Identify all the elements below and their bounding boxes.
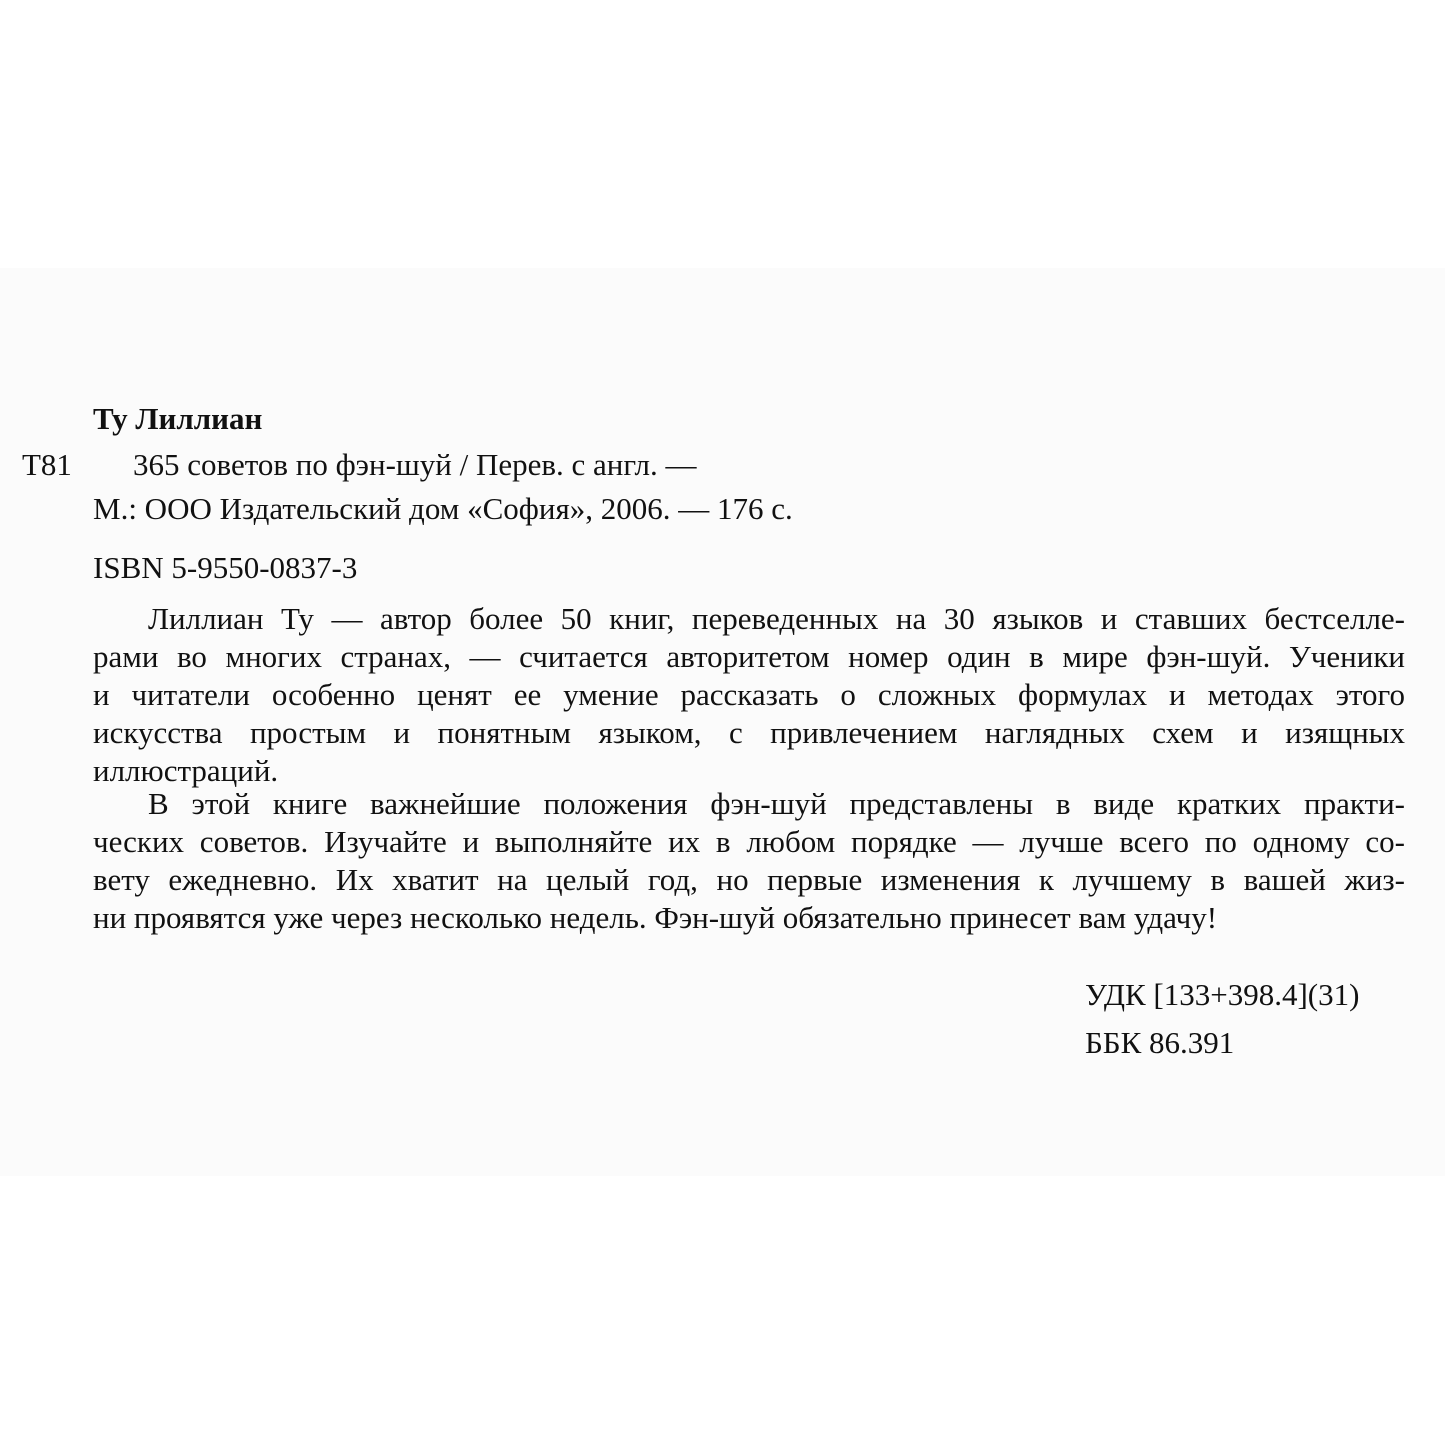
bbk-code: ББК 86.391 (1085, 1025, 1235, 1060)
catalog-code: Т81 (22, 447, 72, 482)
publisher-line: М.: ООО Издательский дом «София», 2006. — 176 с. (93, 491, 793, 526)
annotation-line: вету ежедневно. Их хватит на целый год, но первые изменения к лучшему в вашей жиз- (93, 862, 1405, 897)
book-title-line: 365 советов по фэн-шуй / Перев. с англ. — (133, 447, 697, 482)
annotation-line: ни проявятся уже через несколько недель. Фэн-шуй обязательно принесет вам удачу! (93, 900, 1218, 935)
udk-code: УДК [133+398.4](31) (1085, 977, 1360, 1012)
annotation-line: искусства простым и понятным языком, с привлечением наглядных схем и изящных (93, 715, 1405, 750)
annotation-line: Лиллиан Ту — автор более 50 книг, переведенных на 30 языков и ставших бестселле- (148, 601, 1405, 636)
annotation-paragraph-1 (93, 600, 1405, 790)
annotation-line: и читатели особенно ценят ее умение рассказать о сложных формулах и методах этого (93, 677, 1405, 712)
author-name: Ту Лиллиан (93, 401, 263, 436)
annotation-line: иллюстраций. (93, 753, 279, 788)
annotation-paragraph-2 (93, 785, 1405, 937)
isbn: ISBN 5-9550-0837-3 (93, 550, 358, 585)
annotation-line: рами во многих странах, — считается авторитетом номер один в мире фэн-шуй. Ученики (93, 639, 1405, 674)
annotation-line: ческих советов. Изучайте и выполняйте их в любом порядке — лучше всего по одному со- (93, 824, 1405, 859)
annotation-line: В этой книге важнейшие положения фэн-шуй представлены в виде кратких практи- (148, 786, 1405, 821)
